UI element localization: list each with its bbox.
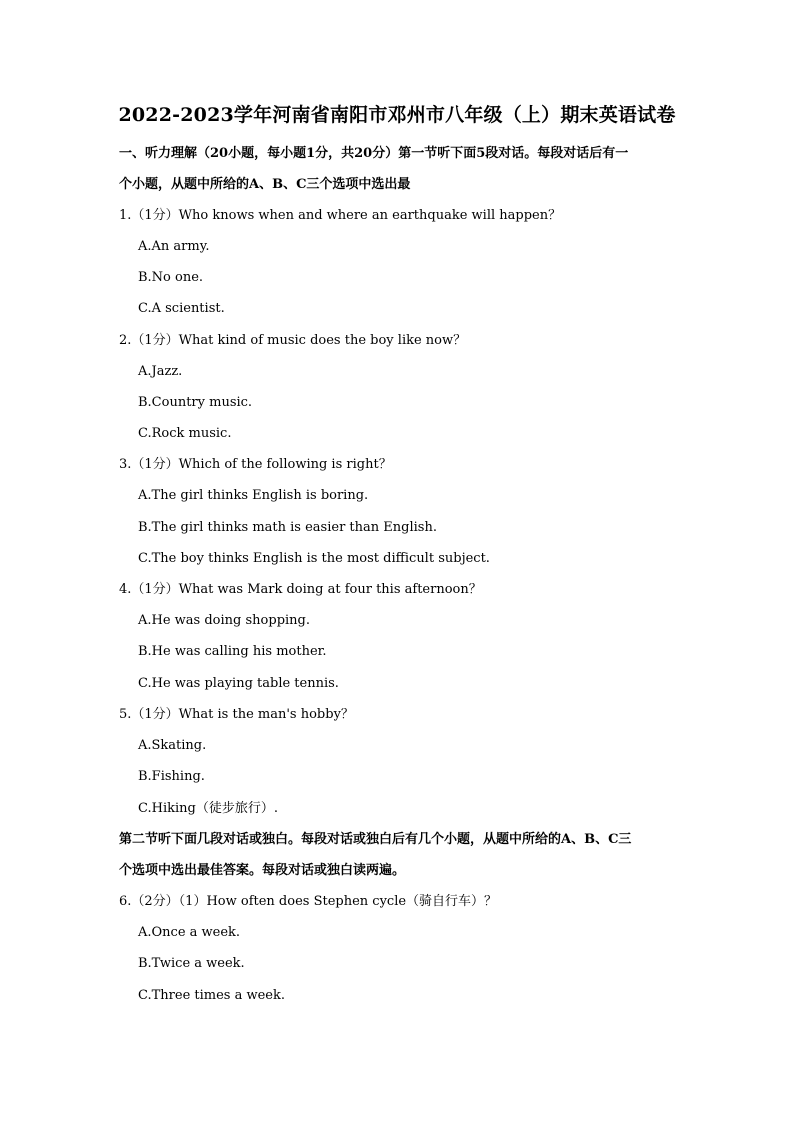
option-a: A.Once a week. bbox=[138, 925, 241, 940]
option-c: C.A scientist. bbox=[138, 301, 225, 316]
question-stem: 5.（1分）What is the man's hobby？ bbox=[119, 707, 354, 722]
option-a: A.Skating. bbox=[138, 738, 207, 753]
option-c: C.Three times a week. bbox=[138, 988, 286, 1003]
option-a: A.Jazz. bbox=[138, 364, 183, 379]
option-b: B.No one. bbox=[138, 270, 204, 285]
option-c: C.The boy thinks English is the most difficult subject. bbox=[138, 551, 490, 566]
section1-heading-line2: 个小题，从题中所给的A、B、C三个选项中选出最 bbox=[119, 177, 411, 192]
question-stem: 3.（1分）Which of the following is right？ bbox=[119, 457, 392, 472]
section2-heading-line1: 第二节听下面几段对话或独白。每段对话或独白后有几个小题，从题中所给的A、B、C三 bbox=[119, 832, 632, 847]
option-c: C.He was playing table tennis. bbox=[138, 676, 339, 691]
option-a: A.The girl thinks English is boring. bbox=[138, 488, 369, 503]
option-c: C.Hiking（徒步旅行）. bbox=[138, 801, 278, 816]
question-stem: 4.（1分）What was Mark doing at four this afternoon？ bbox=[119, 582, 482, 597]
question-stem: 6.（2分）（1）How often does Stephen cycle（骑自行车）？ bbox=[119, 894, 498, 909]
question-stem: 2.（1分）What kind of music does the boy like now？ bbox=[119, 333, 467, 348]
option-b: B.He was calling his mother. bbox=[138, 644, 327, 659]
option-a: A.An army. bbox=[138, 239, 210, 254]
page-title: 2022-2023学年河南省南阳市邓州市八年级（上）期末英语试卷 bbox=[118, 104, 676, 126]
option-b: B.The girl thinks math is easier than English. bbox=[138, 520, 437, 535]
question-stem: 1.（1分）Who knows when and where an earthquake will happen？ bbox=[119, 208, 562, 223]
option-b: B.Country music. bbox=[138, 395, 253, 410]
section2-heading-line2: 个选项中选出最佳答案。每段对话或独白读两遍。 bbox=[119, 863, 406, 878]
option-b: B.Twice a week. bbox=[138, 956, 245, 971]
section1-heading-line1: 一、听力理解（20小题，每小题1分，共20分）第一节听下面5段对话。每段对话后有一 bbox=[119, 146, 629, 161]
option-a: A.He was doing shopping. bbox=[138, 613, 310, 628]
option-b: B.Fishing. bbox=[138, 769, 205, 784]
option-c: C.Rock music. bbox=[138, 426, 232, 441]
